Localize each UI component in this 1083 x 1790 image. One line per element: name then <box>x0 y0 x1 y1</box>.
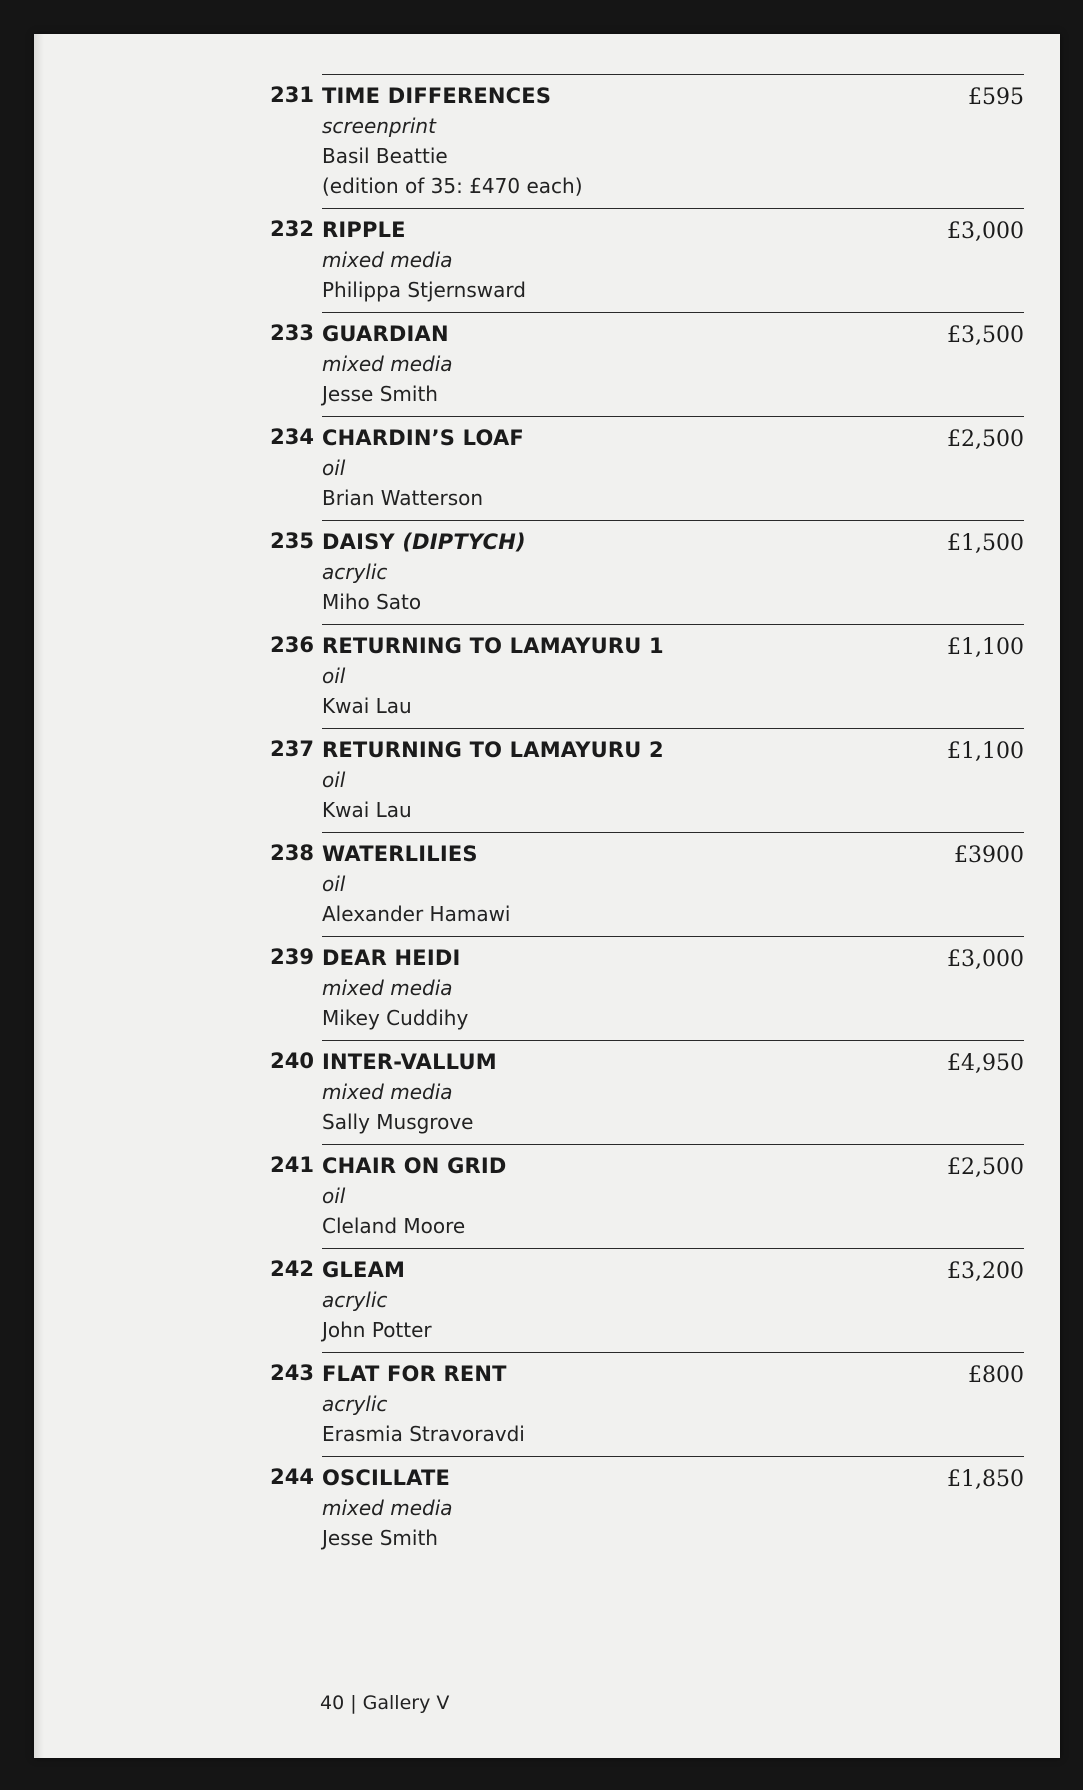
entry-title <box>322 1359 1024 1389</box>
entry-artist: Miho Sato <box>322 590 422 614</box>
entry-medium: acrylic <box>322 1392 388 1416</box>
entry-subtitle: (DIPTYCH) <box>402 530 526 554</box>
entry-medium: oil <box>322 872 346 896</box>
entry-title <box>322 1047 1024 1077</box>
entry-title <box>322 81 1024 111</box>
entry-number: 240 <box>270 1049 314 1073</box>
catalogue-entry <box>270 1248 1024 1352</box>
entry-artist: Kwai Lau <box>322 694 412 718</box>
entry-artist: Sally Musgrove <box>322 1110 474 1134</box>
catalogue-entry <box>270 416 1024 520</box>
catalogue-list <box>230 74 1024 1560</box>
entry-title <box>322 735 1024 765</box>
catalogue-entry <box>270 1352 1024 1456</box>
entry-title-text: DAISY <box>322 530 395 554</box>
entry-price: £595 <box>968 85 1024 110</box>
entry-artist: Mikey Cuddihy <box>322 1006 469 1030</box>
entry-edition: (edition of 35: £470 each) <box>322 174 583 198</box>
entry-title <box>322 839 1024 869</box>
catalogue-entry <box>270 208 1024 312</box>
catalogue-entry <box>270 1456 1024 1560</box>
entry-medium: mixed media <box>322 976 453 1000</box>
entry-price: £3,500 <box>947 323 1024 348</box>
page-edge <box>34 34 44 1758</box>
entry-artist: Brian Watterson <box>322 486 484 510</box>
entry-medium: screenprint <box>322 114 436 138</box>
entry-number: 237 <box>270 737 314 761</box>
entry-number: 242 <box>270 1257 314 1281</box>
entry-title <box>322 423 1024 453</box>
entry-number: 239 <box>270 945 314 969</box>
entry-price: £2,500 <box>947 1155 1024 1180</box>
entry-number: 233 <box>270 321 314 345</box>
entry-medium: mixed media <box>322 1496 453 1520</box>
entry-title <box>322 1463 1024 1493</box>
entry-price: £2,500 <box>947 427 1024 452</box>
entry-title <box>322 1255 1024 1285</box>
entry-number: 241 <box>270 1153 314 1177</box>
entry-medium: acrylic <box>322 1288 388 1312</box>
entry-price: £800 <box>968 1363 1024 1388</box>
entry-medium: mixed media <box>322 248 453 272</box>
catalogue-entry <box>270 74 1024 208</box>
entry-price: £3,200 <box>947 1259 1024 1284</box>
entry-medium: oil <box>322 1184 346 1208</box>
entry-medium: mixed media <box>322 352 453 376</box>
catalogue-entry <box>270 312 1024 416</box>
entry-price: £3900 <box>954 843 1024 868</box>
entry-title-text: GLEAM <box>322 1258 406 1282</box>
entry-medium: mixed media <box>322 1080 453 1104</box>
entry-title-text: RETURNING TO LAMAYURU 2 <box>322 738 664 762</box>
entry-title-text: INTER-VALLUM <box>322 1050 497 1074</box>
entry-price: £1,500 <box>947 531 1024 556</box>
entry-artist: Basil Beattie <box>322 144 448 168</box>
entry-title-text: RETURNING TO LAMAYURU 1 <box>322 634 664 658</box>
entry-price: £4,950 <box>947 1051 1024 1076</box>
entry-price: £3,000 <box>947 947 1024 972</box>
entry-price: £3,000 <box>947 219 1024 244</box>
entry-title <box>322 527 1024 557</box>
entry-title-text: RIPPLE <box>322 218 406 242</box>
entry-artist: Alexander Hamawi <box>322 902 511 926</box>
entry-medium: oil <box>322 456 346 480</box>
entry-number: 231 <box>270 83 314 107</box>
entry-artist: Jesse Smith <box>322 1526 438 1550</box>
catalogue-entry <box>270 520 1024 624</box>
entry-number: 235 <box>270 529 314 553</box>
entry-title-text: OSCILLATE <box>322 1466 451 1490</box>
entry-title <box>322 943 1024 973</box>
catalogue-entry <box>270 936 1024 1040</box>
entry-title-text: CHARDIN’S LOAF <box>322 426 524 450</box>
entry-number: 234 <box>270 425 314 449</box>
entry-title <box>322 319 1024 349</box>
entry-medium: oil <box>322 664 346 688</box>
entry-price: £1,850 <box>947 1467 1024 1492</box>
entry-title-text: WATERLILIES <box>322 842 478 866</box>
page-footer: 40 | Gallery V <box>320 1692 450 1714</box>
entry-artist: Jesse Smith <box>322 382 438 406</box>
catalogue-entry <box>270 728 1024 832</box>
entry-number: 232 <box>270 217 314 241</box>
entry-artist: Kwai Lau <box>322 798 412 822</box>
catalogue-entry <box>270 832 1024 936</box>
entry-medium: oil <box>322 768 346 792</box>
entry-title <box>322 215 1024 245</box>
entry-title-text: TIME DIFFERENCES <box>322 84 552 108</box>
entry-artist: Cleland Moore <box>322 1214 466 1238</box>
entry-number: 236 <box>270 633 314 657</box>
entry-title-text: GUARDIAN <box>322 322 449 346</box>
catalogue-entry <box>270 1040 1024 1144</box>
catalogue-entry <box>270 1144 1024 1248</box>
entry-number: 244 <box>270 1465 314 1489</box>
entry-number: 243 <box>270 1361 314 1385</box>
entry-number: 238 <box>270 841 314 865</box>
entry-artist: Philippa Stjernsward <box>322 278 526 302</box>
entry-price: £1,100 <box>947 635 1024 660</box>
entry-title-text: FLAT FOR RENT <box>322 1362 507 1386</box>
entry-title-text: CHAIR ON GRID <box>322 1154 507 1178</box>
entry-title-text: DEAR HEIDI <box>322 946 461 970</box>
entry-medium: acrylic <box>322 560 388 584</box>
entry-price: £1,100 <box>947 739 1024 764</box>
entry-artist: Erasmia Stravoravdi <box>322 1422 525 1446</box>
entry-title <box>322 1151 1024 1181</box>
catalogue-entry <box>270 624 1024 728</box>
entry-title <box>322 631 1024 661</box>
entry-artist: John Potter <box>322 1318 432 1342</box>
